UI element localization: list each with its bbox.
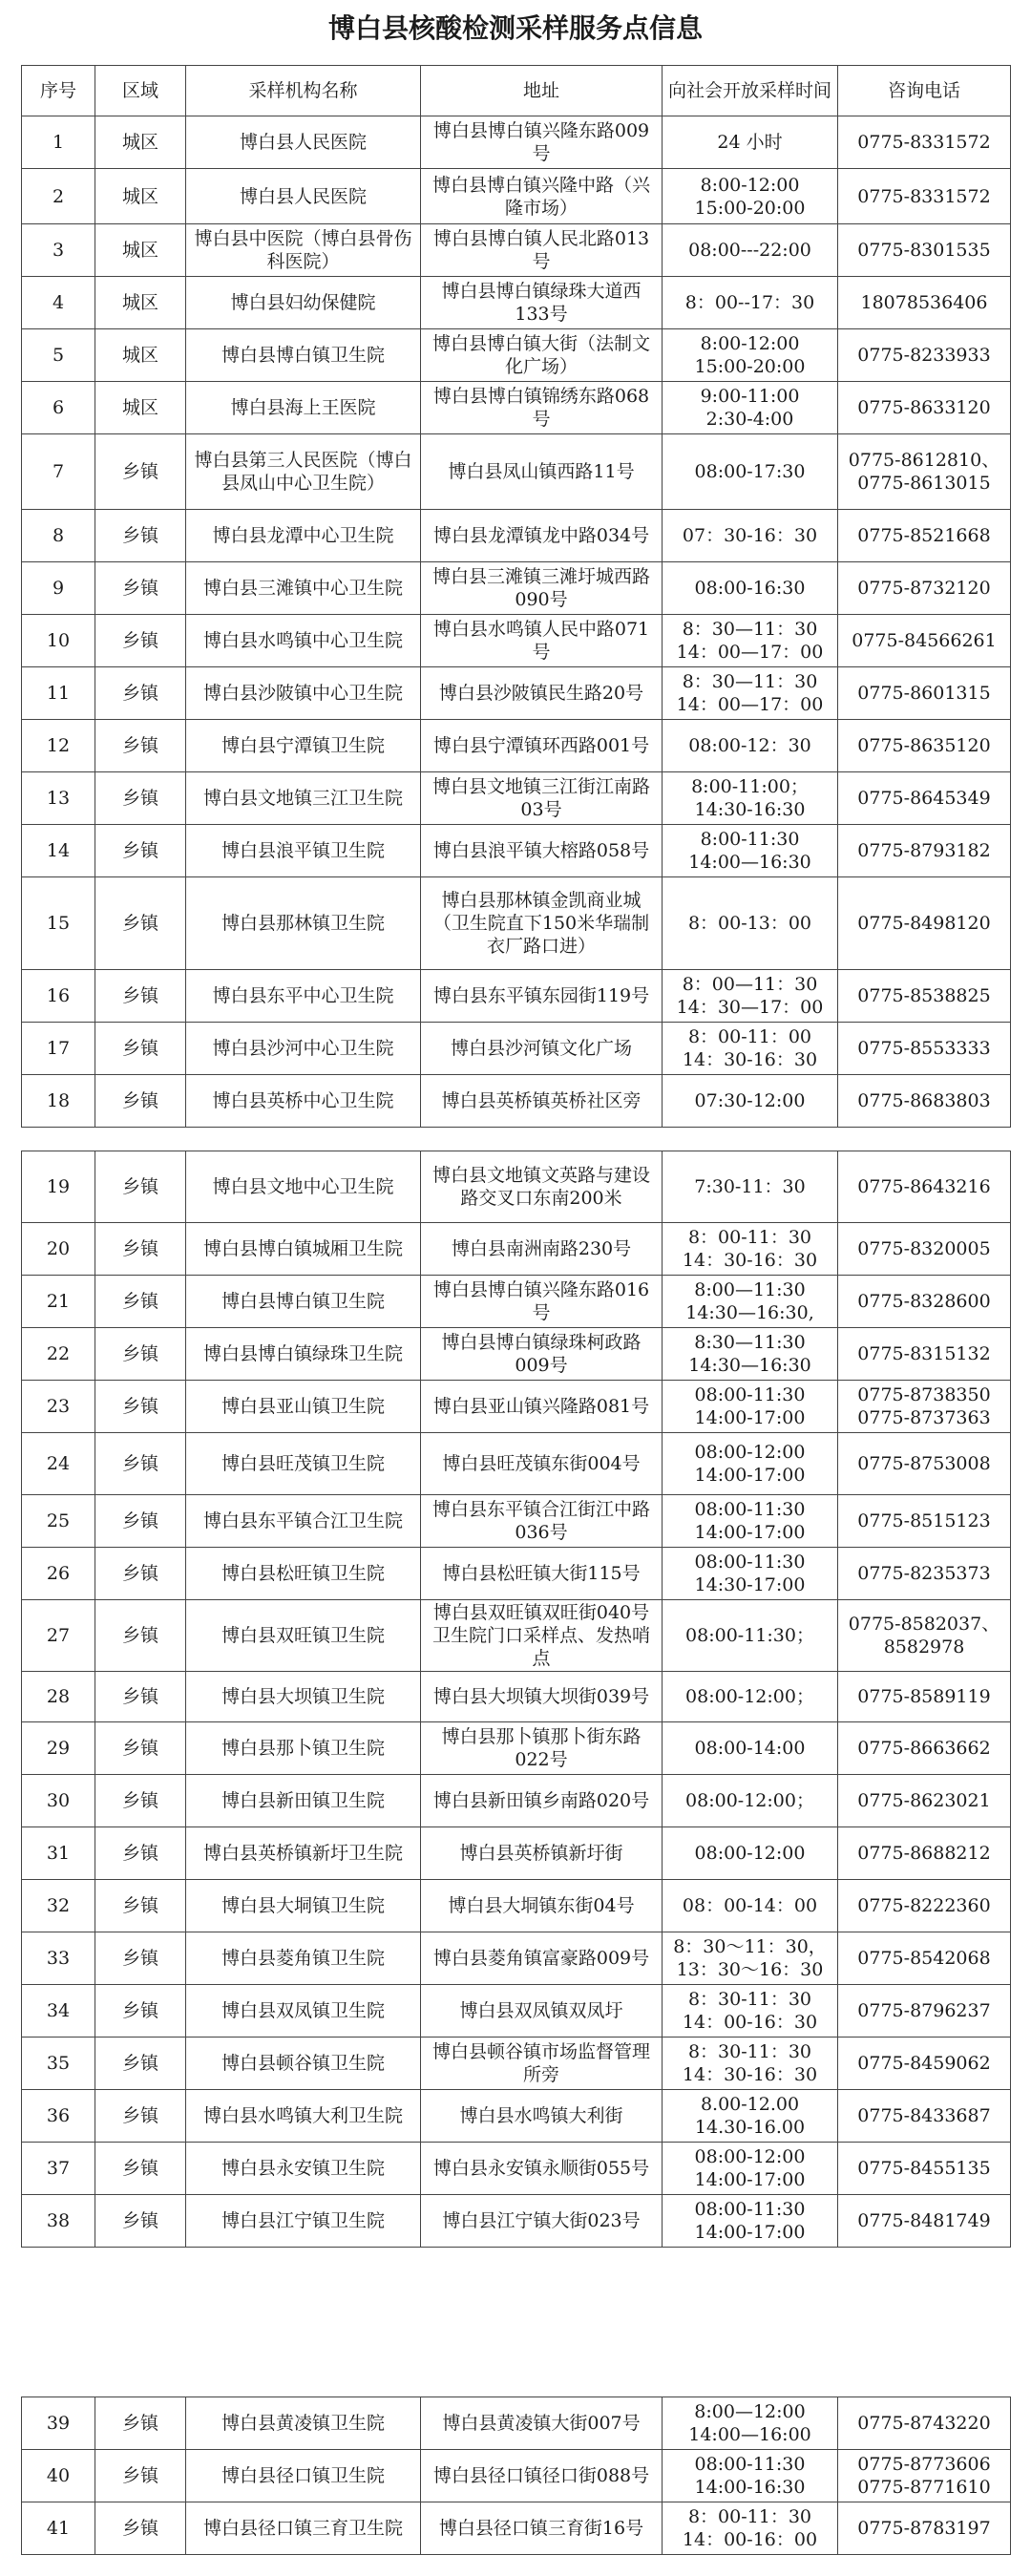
cell-index: 15: [22, 877, 95, 970]
cell-open-hours: 08:00-11:30 14:00-17:00: [663, 1381, 838, 1433]
cell-address: 博白县文地镇文英路与建设路交叉口东南200米: [421, 1151, 663, 1223]
cell-area: 乡镇: [95, 1775, 186, 1827]
cell-institution: 博白县博白镇卫生院: [186, 1276, 421, 1328]
table-row: [22, 1328, 1011, 1381]
cell-institution: 博白县三滩镇中心卫生院: [186, 562, 421, 615]
table-row: [22, 615, 1011, 667]
cell-phone: 0775-8498120: [838, 877, 1011, 970]
cell-institution: 博白县径口镇三育卫生院: [186, 2502, 421, 2555]
cell-index: 18: [22, 1075, 95, 1128]
cell-open-hours: 08:00-11:30 14:30-17:00: [663, 1548, 838, 1600]
cell-area: 乡镇: [95, 825, 186, 877]
cell-address: 博白县永安镇永顺街055号: [421, 2143, 663, 2195]
cell-institution: 博白县松旺镇卫生院: [186, 1548, 421, 1600]
table-row: [22, 2397, 1011, 2450]
cell-area: 乡镇: [95, 2502, 186, 2555]
cell-open-hours: 8：30-11：30 14：00-16：30: [663, 1985, 838, 2038]
cell-address: 博白县宁潭镇环西路001号: [421, 720, 663, 772]
cell-institution: 博白县第三人民医院（博白县凤山中心卫生院）: [186, 434, 421, 510]
cell-area: 乡镇: [95, 2195, 186, 2248]
cell-address: 博白县东平镇合江街江中路036号: [421, 1495, 663, 1548]
cell-phone: 0775-8796237: [838, 1985, 1011, 2038]
cell-area: 乡镇: [95, 772, 186, 825]
cell-address: 博白县东平镇东园街119号: [421, 970, 663, 1023]
cell-address: 博白县凤山镇西路11号: [421, 434, 663, 510]
table-row: [22, 2090, 1011, 2143]
cell-index: 41: [22, 2502, 95, 2555]
table-row: [22, 1722, 1011, 1775]
cell-institution: 博白县海上王医院: [186, 382, 421, 434]
cell-index: 25: [22, 1495, 95, 1548]
cell-phone: 0775-8553333: [838, 1023, 1011, 1075]
cell-open-hours: 8:00-11:30 14:00—16:30: [663, 825, 838, 877]
cell-phone: 0775-8633120: [838, 382, 1011, 434]
cell-phone: 0775-8645349: [838, 772, 1011, 825]
cell-index: 16: [22, 970, 95, 1023]
cell-area: 乡镇: [95, 1932, 186, 1985]
header-open-hours: 向社会开放采样时间: [663, 66, 838, 116]
cell-phone: 0775-8663662: [838, 1722, 1011, 1775]
cell-area: 乡镇: [95, 1722, 186, 1775]
cell-area: 乡镇: [95, 1328, 186, 1381]
cell-open-hours: 08:00-12:00 14:00-17:00: [663, 2143, 838, 2195]
table-row: [22, 1985, 1011, 2038]
cell-address: 博白县旺茂镇东街004号: [421, 1433, 663, 1495]
cell-institution: 博白县江宁镇卫生院: [186, 2195, 421, 2248]
cell-phone: 0775-8538825: [838, 970, 1011, 1023]
cell-open-hours: 08:00-12:00 14:00-17:00: [663, 1433, 838, 1495]
cell-phone: 0775-8683803: [838, 1075, 1011, 1128]
cell-phone: 0775-8455135: [838, 2143, 1011, 2195]
cell-open-hours: 8：00-11：30 14：30-16：30: [663, 1223, 838, 1276]
cell-index: 29: [22, 1722, 95, 1775]
cell-phone: 0775-8515123: [838, 1495, 1011, 1548]
cell-address: 博白县双旺镇双旺街040号卫生院门口采样点、发热哨点: [421, 1600, 663, 1672]
cell-open-hours: 8：00-13：00: [663, 877, 838, 970]
cell-index: 23: [22, 1381, 95, 1433]
cell-open-hours: 8：30—11：30 14：00—17：00: [663, 615, 838, 667]
cell-area: 乡镇: [95, 2038, 186, 2090]
cell-area: 乡镇: [95, 970, 186, 1023]
cell-address: 博白县黄凌镇大街007号: [421, 2397, 663, 2450]
cell-address: 博白县双凤镇双凤圩: [421, 1985, 663, 2038]
cell-open-hours: 08:00-16:30: [663, 562, 838, 615]
table-row: [22, 224, 1011, 277]
cell-index: 13: [22, 772, 95, 825]
cell-index: 9: [22, 562, 95, 615]
cell-area: 城区: [95, 169, 186, 224]
cell-area: 城区: [95, 382, 186, 434]
cell-index: 7: [22, 434, 95, 510]
header-institution: 采样机构名称: [186, 66, 421, 116]
cell-phone: 0775-8582037、8582978: [838, 1600, 1011, 1672]
cell-open-hours: 8：00-11：00 14：30-16：30: [663, 1023, 838, 1075]
cell-index: 28: [22, 1672, 95, 1722]
cell-area: 乡镇: [95, 1985, 186, 2038]
cell-address: 博白县那卜镇那卜街东路022号: [421, 1722, 663, 1775]
cell-area: 乡镇: [95, 1495, 186, 1548]
cell-area: 乡镇: [95, 1151, 186, 1223]
cell-institution: 博白县浪平镇卫生院: [186, 825, 421, 877]
cell-open-hours: 07:30-12:00: [663, 1075, 838, 1128]
cell-institution: 博白县沙河中心卫生院: [186, 1023, 421, 1075]
cell-area: 乡镇: [95, 615, 186, 667]
table-header-row: [22, 66, 1011, 116]
cell-open-hours: 08:00-17:30: [663, 434, 838, 510]
cell-address: 博白县新田镇乡南路020号: [421, 1775, 663, 1827]
cell-index: 1: [22, 116, 95, 169]
cell-index: 17: [22, 1023, 95, 1075]
cell-address: 博白县英桥镇英桥社区旁: [421, 1075, 663, 1128]
cell-index: 39: [22, 2397, 95, 2450]
cell-institution: 博白县大坝镇卫生院: [186, 1672, 421, 1722]
cell-index: 4: [22, 277, 95, 329]
header-area: 区域: [95, 66, 186, 116]
table-row: [22, 169, 1011, 224]
cell-institution: 博白县龙潭中心卫生院: [186, 510, 421, 562]
cell-open-hours: 9:00-11:00 2:30-4:00: [663, 382, 838, 434]
table-row: [22, 720, 1011, 772]
cell-phone: 0775-8793182: [838, 825, 1011, 877]
cell-open-hours: 08:00-12:00: [663, 1827, 838, 1880]
cell-address: 博白县博白镇大街（法制文化广场）: [421, 329, 663, 382]
cell-index: 2: [22, 169, 95, 224]
cell-area: 乡镇: [95, 1023, 186, 1075]
cell-index: 8: [22, 510, 95, 562]
cell-area: 城区: [95, 224, 186, 277]
cell-phone: 0775-8328600: [838, 1276, 1011, 1328]
cell-phone: 0775-8521668: [838, 510, 1011, 562]
cell-institution: 博白县新田镇卫生院: [186, 1775, 421, 1827]
cell-area: 乡镇: [95, 1600, 186, 1672]
cell-phone: 0775-8331572: [838, 169, 1011, 224]
cell-index: 11: [22, 667, 95, 720]
cell-open-hours: 08:00-11:30；: [663, 1600, 838, 1672]
cell-area: 乡镇: [95, 510, 186, 562]
cell-institution: 博白县东平中心卫生院: [186, 970, 421, 1023]
cell-index: 10: [22, 615, 95, 667]
table-row: [22, 1381, 1011, 1433]
cell-index: 33: [22, 1932, 95, 1985]
cell-institution: 博白县博白镇城厢卫生院: [186, 1223, 421, 1276]
cell-address: 博白县沙陂镇民生路20号: [421, 667, 663, 720]
table-row: [22, 562, 1011, 615]
cell-index: 24: [22, 1433, 95, 1495]
cell-address: 博白县博白镇人民北路013号: [421, 224, 663, 277]
cell-open-hours: 24 小时: [663, 116, 838, 169]
cell-institution: 博白县水鸣镇中心卫生院: [186, 615, 421, 667]
cell-address: 博白县大垌镇东街04号: [421, 1880, 663, 1932]
cell-phone: 0775-8743220: [838, 2397, 1011, 2450]
cell-institution: 博白县宁潭镇卫生院: [186, 720, 421, 772]
table-row: [22, 329, 1011, 382]
cell-area: 乡镇: [95, 1433, 186, 1495]
cell-phone: 0775-8612810、0775-8613015: [838, 434, 1011, 510]
cell-area: 乡镇: [95, 434, 186, 510]
cell-phone: 18078536406: [838, 277, 1011, 329]
table-row: [22, 1672, 1011, 1722]
cell-index: 27: [22, 1600, 95, 1672]
cell-open-hours: 08:00---22:00: [663, 224, 838, 277]
cell-address: 博白县松旺镇大街115号: [421, 1548, 663, 1600]
cell-institution: 博白县菱角镇卫生院: [186, 1932, 421, 1985]
cell-area: 乡镇: [95, 1381, 186, 1433]
cell-institution: 博白县大垌镇卫生院: [186, 1880, 421, 1932]
cell-institution: 博白县东平镇合江卫生院: [186, 1495, 421, 1548]
cell-index: 14: [22, 825, 95, 877]
cell-phone: 0775-8773606 0775-8771610: [838, 2450, 1011, 2502]
cell-index: 31: [22, 1827, 95, 1880]
cell-open-hours: 8：30—11：30 14：00—17：00: [663, 667, 838, 720]
table-row: [22, 1548, 1011, 1600]
cell-phone: 0775-8643216: [838, 1151, 1011, 1223]
table-row: [22, 667, 1011, 720]
table-row: [22, 434, 1011, 510]
cell-open-hours: 8:00-12:00 15:00-20:00: [663, 329, 838, 382]
table-row: [22, 2038, 1011, 2090]
cell-area: 乡镇: [95, 2450, 186, 2502]
table-row: [22, 2502, 1011, 2555]
table-row: [22, 1433, 1011, 1495]
table-row: [22, 1880, 1011, 1932]
cell-open-hours: 8：30-11：30 14：30-16：30: [663, 2038, 838, 2090]
cell-institution: 博白县水鸣镇大利卫生院: [186, 2090, 421, 2143]
cell-institution: 博白县旺茂镇卫生院: [186, 1433, 421, 1495]
cell-open-hours: 8:30—11:30 14:30—16:30: [663, 1328, 838, 1381]
cell-phone: 0775-8542068: [838, 1932, 1011, 1985]
table-row: [22, 510, 1011, 562]
cell-area: 乡镇: [95, 720, 186, 772]
cell-open-hours: 8:00—12:00 14:00—16:00: [663, 2397, 838, 2450]
table-row: [22, 1495, 1011, 1548]
cell-open-hours: 08:00-12：30: [663, 720, 838, 772]
cell-index: 37: [22, 2143, 95, 2195]
cell-area: 乡镇: [95, 1075, 186, 1128]
cell-address: 博白县沙河镇文化广场: [421, 1023, 663, 1075]
cell-institution: 博白县亚山镇卫生院: [186, 1381, 421, 1433]
cell-area: 乡镇: [95, 877, 186, 970]
cell-phone: 0775-8459062: [838, 2038, 1011, 2090]
cell-open-hours: 08:00-11:30 14:00-16:30: [663, 2450, 838, 2502]
table-row: [22, 1276, 1011, 1328]
cell-index: 12: [22, 720, 95, 772]
cell-open-hours: 8:00-12:00 15:00-20:00: [663, 169, 838, 224]
cell-area: 乡镇: [95, 2143, 186, 2195]
cell-address: 博白县水鸣镇大利街: [421, 2090, 663, 2143]
table-row: [22, 825, 1011, 877]
cell-area: 城区: [95, 116, 186, 169]
cell-phone: 0775-8222360: [838, 1880, 1011, 1932]
cell-institution: 博白县顿谷镇卫生院: [186, 2038, 421, 2090]
cell-address: 博白县亚山镇兴隆路081号: [421, 1381, 663, 1433]
cell-phone: 0775-8738350 0775-8737363: [838, 1381, 1011, 1433]
table-row: [22, 382, 1011, 434]
cell-open-hours: 08:00-12:00；: [663, 1672, 838, 1722]
cell-phone: 0775-8315132: [838, 1328, 1011, 1381]
cell-open-hours: 8.00-12.00 14.30-16.00: [663, 2090, 838, 2143]
cell-phone: 0775-8783197: [838, 2502, 1011, 2555]
cell-address: 博白县博白镇兴隆东路009号: [421, 116, 663, 169]
cell-phone: 0775-8481749: [838, 2195, 1011, 2248]
cell-phone: 0775-8688212: [838, 1827, 1011, 1880]
cell-institution: 博白县双凤镇卫生院: [186, 1985, 421, 2038]
cell-open-hours: 08:00-11:30 14:00-17:00: [663, 1495, 838, 1548]
cell-open-hours: 8:00-11:00； 14:30-16:30: [663, 772, 838, 825]
cell-institution: 博白县沙陂镇中心卫生院: [186, 667, 421, 720]
cell-phone: 0775-8601315: [838, 667, 1011, 720]
cell-open-hours: 8：00--17：30: [663, 277, 838, 329]
cell-institution: 博白县博白镇绿珠卫生院: [186, 1328, 421, 1381]
table-row: [22, 277, 1011, 329]
cell-index: 20: [22, 1223, 95, 1276]
cell-index: 5: [22, 329, 95, 382]
cell-institution: 博白县双旺镇卫生院: [186, 1600, 421, 1672]
cell-area: 城区: [95, 277, 186, 329]
page-title: 博白县核酸检测采样服务点信息: [327, 12, 703, 44]
cell-institution: 博白县人民医院: [186, 169, 421, 224]
cell-open-hours: 7:30-11：30: [663, 1151, 838, 1223]
cell-open-hours: 8:00—11:30 14:30—16:30,: [663, 1276, 838, 1328]
cell-index: 40: [22, 2450, 95, 2502]
cell-institution: 博白县黄凌镇卫生院: [186, 2397, 421, 2450]
cell-address: 博白县文地镇三江街江南路03号: [421, 772, 663, 825]
table-row: [22, 1775, 1011, 1827]
cell-address: 博白县博白镇兴隆东路016号: [421, 1276, 663, 1328]
cell-phone: 0775-8753008: [838, 1433, 1011, 1495]
cell-address: 博白县英桥镇新圩街: [421, 1827, 663, 1880]
cell-area: 乡镇: [95, 667, 186, 720]
sites-table-part-1: [21, 65, 1011, 1128]
cell-address: 博白县径口镇径口街088号: [421, 2450, 663, 2502]
cell-address: 博白县水鸣镇人民中路071号: [421, 615, 663, 667]
cell-phone: 0775-8623021: [838, 1775, 1011, 1827]
sites-table-part-3: [21, 2397, 1011, 2555]
cell-institution: 博白县人民医院: [186, 116, 421, 169]
cell-phone: 0775-8301535: [838, 224, 1011, 277]
cell-index: 19: [22, 1151, 95, 1223]
cell-area: 乡镇: [95, 1223, 186, 1276]
cell-index: 35: [22, 2038, 95, 2090]
cell-phone: 0775-8589119: [838, 1672, 1011, 1722]
cell-institution: 博白县永安镇卫生院: [186, 2143, 421, 2195]
header-address: 地址: [421, 66, 663, 116]
cell-open-hours: 08:00-11:30 14:00-17:00: [663, 2195, 838, 2248]
cell-phone: 0775-8732120: [838, 562, 1011, 615]
cell-address: 博白县龙潭镇龙中路034号: [421, 510, 663, 562]
cell-index: 6: [22, 382, 95, 434]
table-row: [22, 2195, 1011, 2248]
table-row: [22, 1075, 1011, 1128]
cell-area: 乡镇: [95, 1672, 186, 1722]
table-row: [22, 1932, 1011, 1985]
cell-open-hours: 08:00-14:00: [663, 1722, 838, 1775]
header-index: 序号: [22, 66, 95, 116]
table-row: [22, 1827, 1011, 1880]
header-phone: 咨询电话: [838, 66, 1011, 116]
table-row: [22, 877, 1011, 970]
cell-phone: 0775-8320005: [838, 1223, 1011, 1276]
cell-phone: 0775-8331572: [838, 116, 1011, 169]
cell-address: 博白县博白镇绿珠柯政路009号: [421, 1328, 663, 1381]
table-row: [22, 2143, 1011, 2195]
cell-index: 34: [22, 1985, 95, 2038]
cell-address: 博白县大坝镇大坝街039号: [421, 1672, 663, 1722]
table-row: [22, 1151, 1011, 1223]
cell-index: 26: [22, 1548, 95, 1600]
cell-address: 博白县顿谷镇市场监督管理所旁: [421, 2038, 663, 2090]
cell-institution: 博白县径口镇卫生院: [186, 2450, 421, 2502]
cell-phone: 0775-8235373: [838, 1548, 1011, 1600]
table-row: [22, 970, 1011, 1023]
cell-institution: 博白县那卜镇卫生院: [186, 1722, 421, 1775]
cell-phone: 0775-8635120: [838, 720, 1011, 772]
cell-address: 博白县三滩镇三滩圩城西路090号: [421, 562, 663, 615]
table-row: [22, 1600, 1011, 1672]
cell-address: 博白县浪平镇大榕路058号: [421, 825, 663, 877]
cell-open-hours: 8：30～11：30， 13：30～16：30: [663, 1932, 838, 1985]
cell-address: 博白县江宁镇大街023号: [421, 2195, 663, 2248]
cell-open-hours: 8：00-11：30 14：00-16：00: [663, 2502, 838, 2555]
cell-address: 博白县菱角镇富豪路009号: [421, 1932, 663, 1985]
cell-address: 博白县博白镇锦绣东路068号: [421, 382, 663, 434]
cell-open-hours: 08：00-14：00: [663, 1880, 838, 1932]
cell-index: 36: [22, 2090, 95, 2143]
cell-institution: 博白县文地中心卫生院: [186, 1151, 421, 1223]
table-row: [22, 1223, 1011, 1276]
cell-area: 乡镇: [95, 1827, 186, 1880]
cell-address: 博白县博白镇兴隆中路（兴隆市场）: [421, 169, 663, 224]
cell-area: 乡镇: [95, 2397, 186, 2450]
cell-index: 32: [22, 1880, 95, 1932]
cell-area: 乡镇: [95, 562, 186, 615]
cell-area: 乡镇: [95, 1548, 186, 1600]
cell-index: 3: [22, 224, 95, 277]
cell-index: 21: [22, 1276, 95, 1328]
cell-phone: 0775-8433687: [838, 2090, 1011, 2143]
cell-institution: 博白县那林镇卫生院: [186, 877, 421, 970]
cell-open-hours: 8：00—11：30 14：30—17：00: [663, 970, 838, 1023]
cell-index: 30: [22, 1775, 95, 1827]
cell-phone: 0775-84566261: [838, 615, 1011, 667]
cell-address: 博白县那林镇金凯商业城（卫生院直下150米华瑞制衣厂路口进）: [421, 877, 663, 970]
cell-institution: 博白县妇幼保健院: [186, 277, 421, 329]
cell-index: 38: [22, 2195, 95, 2248]
cell-address: 博白县南洲南路230号: [421, 1223, 663, 1276]
table-row: [22, 772, 1011, 825]
cell-institution: 博白县英桥中心卫生院: [186, 1075, 421, 1128]
cell-phone: 0775-8233933: [838, 329, 1011, 382]
cell-open-hours: 07：30-16：30: [663, 510, 838, 562]
cell-institution: 博白县中医院（博白县骨伤科医院）: [186, 224, 421, 277]
cell-address: 博白县博白镇绿珠大道西133号: [421, 277, 663, 329]
table-row: [22, 116, 1011, 169]
cell-institution: 博白县文地镇三江卫生院: [186, 772, 421, 825]
cell-area: 乡镇: [95, 2090, 186, 2143]
sites-table-part-2: [21, 1151, 1011, 2248]
cell-institution: 博白县英桥镇新圩卫生院: [186, 1827, 421, 1880]
table-row: [22, 2450, 1011, 2502]
cell-index: 22: [22, 1328, 95, 1381]
cell-open-hours: 08:00-12:00；: [663, 1775, 838, 1827]
table-row: [22, 1023, 1011, 1075]
cell-area: 乡镇: [95, 1880, 186, 1932]
cell-area: 乡镇: [95, 1276, 186, 1328]
cell-institution: 博白县博白镇卫生院: [186, 329, 421, 382]
cell-area: 城区: [95, 329, 186, 382]
cell-address: 博白县径口镇三育街16号: [421, 2502, 663, 2555]
